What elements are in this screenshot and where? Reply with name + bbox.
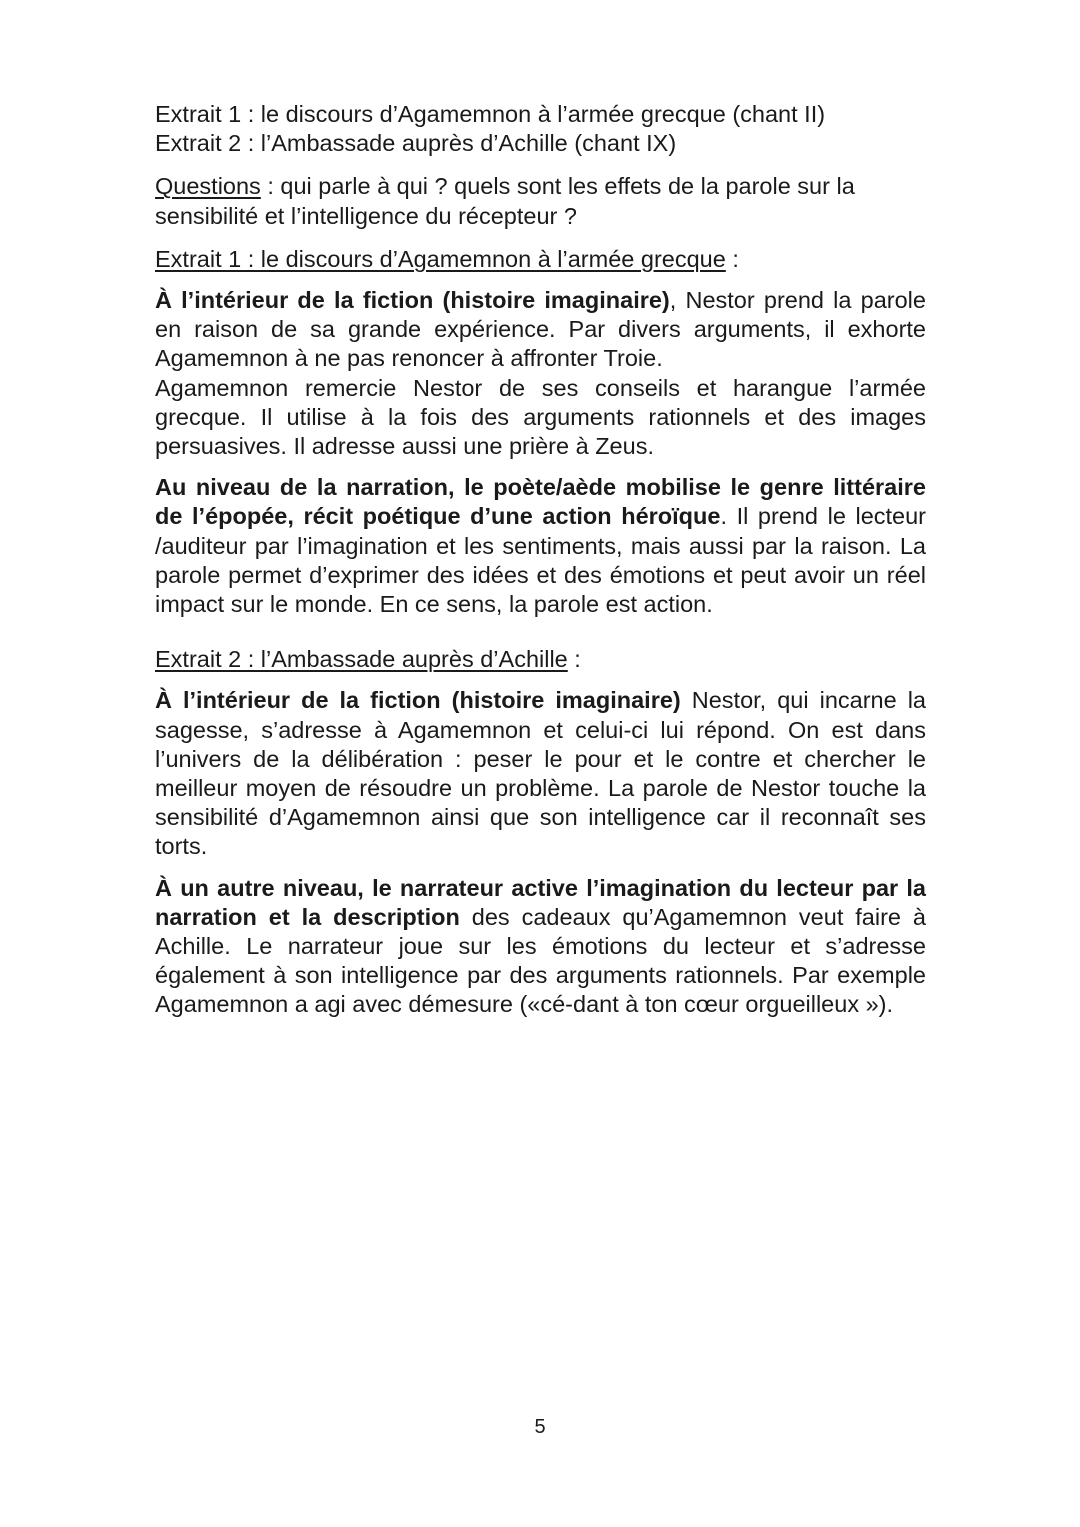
section-2-p1-bold: À l’intérieur de la fiction (histoire imaginaire) — [155, 687, 681, 714]
questions-label: Questions — [155, 173, 261, 200]
section-1-p3-bold: Au niveau de la narration, le poète/aède mobilise le genre littéraire de l’épopée, récit poétique d’une action héroïque — [155, 474, 926, 530]
section-1-title-suffix: : — [725, 245, 739, 272]
section-2-paragraph-2 — [155, 874, 926, 1020]
document-page — [155, 100, 926, 1020]
section-1-p1-bold: À l’intérieur de la fiction (histoire imaginaire) — [155, 287, 670, 314]
header-line-2: Extrait 2 : l’Ambassade auprès d’Achille (chant IX) — [155, 130, 677, 157]
section-1-title: Extrait 1 : le discours d’Agamemnon à l’armée grecque — [155, 245, 726, 272]
questions-text: : qui parle à qui ? quels sont les effets de la parole sur la sensibilité et l’intelligence du récepteur ? — [155, 173, 855, 229]
section-2-paragraph-1 — [155, 686, 926, 861]
section-2-heading — [155, 645, 926, 674]
section-2-title: Extrait 2 : l’Ambassade auprès d’Achille — [155, 646, 568, 673]
section-1-paragraph-1 — [155, 286, 926, 374]
section-1-p1-text: , Nestor prend la parole en raison de sa grande expérience. Par divers arguments, il exhorte Agamemnon à ne pas renoncer à affronter Troie. — [155, 287, 926, 372]
section-1-paragraph-3 — [155, 473, 926, 619]
section-1-p3-text: . Il prend le lecteur /auditeur par l’imagination et les sentiments, mais aussi par la raison. La parole permet d’exprimer des idées et des émotions et peut avoir un réel impact sur le monde. En ce sens, la parole est action. — [155, 503, 927, 618]
section-1-paragraph-2: Agamemnon remercie Nestor de ses conseils et harangue l’armée grecque. Il utilise à la fois des arguments rationnels et des images persuasives. Il adresse aussi une prière à Zeus. — [155, 374, 926, 460]
section-1-heading — [155, 245, 926, 274]
questions-paragraph — [155, 172, 926, 230]
section-2-p2-text: des cadeaux qu’Agamemnon veut faire à Achille. Le narrateur joue sur les émotions du lecteur et s’adresse également à son intelligence par des arguments rationnels. Par exemple Agamemnon a agi avec démesure («cé-dant à ton cœur orgueilleux »). — [155, 903, 927, 1018]
page-number: 5 — [534, 1416, 546, 1438]
header-line-1: Extrait 1 : le discours d’Agamemnon à l’armée grecque (chant II) — [155, 101, 826, 127]
section-2-title-suffix: : — [567, 646, 581, 673]
section-2-p1-text: Nestor, qui incarne la sagesse, s’adresse à Agamemnon et celui-ci lui répond. On est dans l’univers de la délibération : peser le pour et le contre et chercher le meilleur moyen de résoudre un problème. La parole de Nestor touche la sensibilité d’Agamemnon ainsi que son intelligence car il reconnaît ses torts. — [155, 687, 926, 860]
section-2-p2-bold: À un autre niveau, le narrateur active l’imagination du lecteur par la narration et la description — [155, 874, 926, 930]
